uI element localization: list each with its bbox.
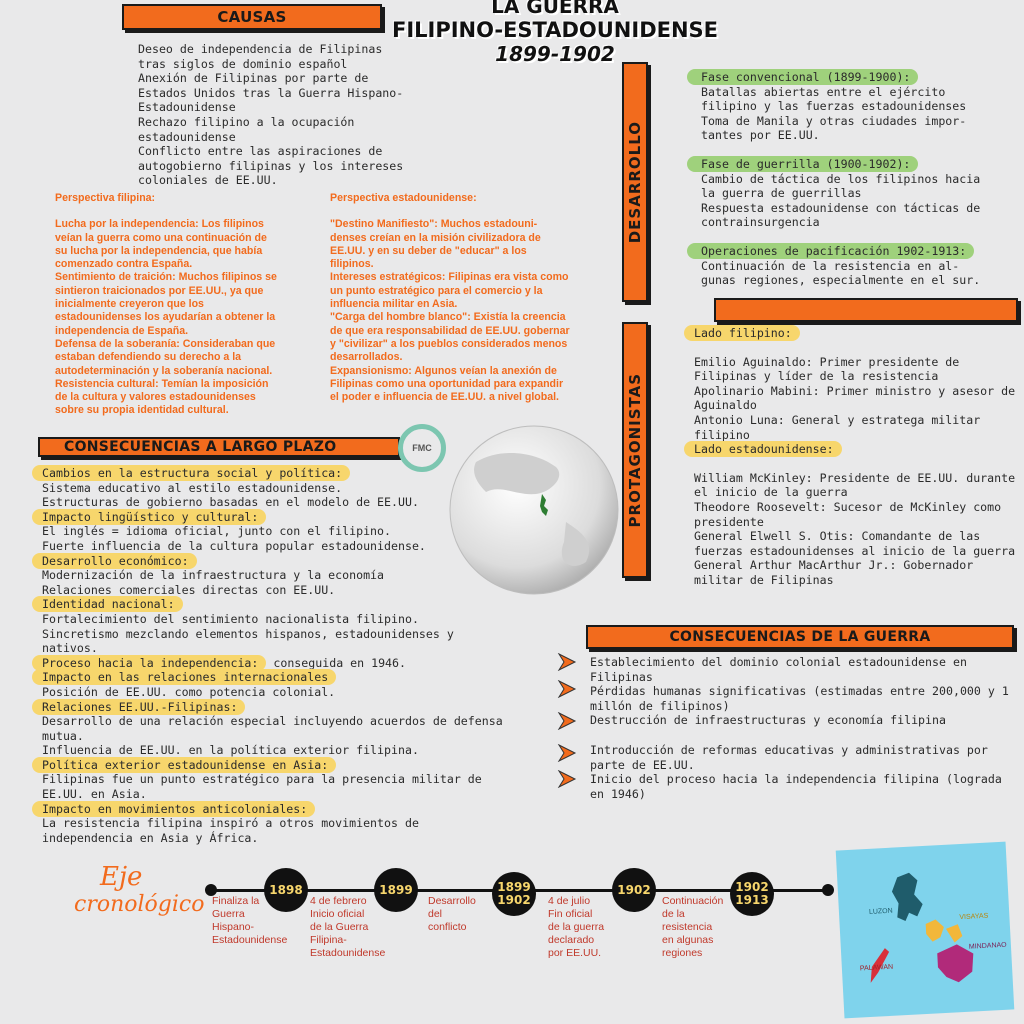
perspectiva-estadounidense — [330, 192, 570, 404]
consecuencia-item — [590, 713, 1010, 728]
phase-title: Fase de guerrilla (1900-1902): — [687, 156, 918, 172]
timeline-text-line: del — [428, 908, 443, 920]
largo-plazo-title: Impacto en las relaciones internacionales — [32, 669, 336, 685]
fmc-logo-text: FMC — [412, 443, 432, 453]
protagonista-line: General Elwell S. Otis: Comandante de las — [694, 529, 981, 544]
timeline-text-line: Hispano- — [212, 921, 255, 933]
title-line-1: LA GUERRA — [491, 0, 619, 18]
persp-line: comenzado contra España. — [55, 258, 193, 271]
protagonista-line: militar de Filipinas — [694, 572, 834, 587]
timeline-node-1902 — [612, 868, 656, 912]
timeline-node-1899-1902 — [492, 872, 536, 916]
title-line-2: FILIPINO-ESTADOUNIDENSE — [391, 18, 719, 42]
persp-line: y "civilizar" a los pueblos considerados menos — [330, 337, 568, 350]
persp-line: un punto estratégico para el comercio y la — [330, 284, 543, 297]
protagonistas-top-bar — [714, 298, 1018, 322]
timeline-text — [428, 895, 498, 934]
arrow-icon — [557, 653, 577, 675]
protagonista-line: fuerzas estadounidenses al inicio de la guerra — [694, 543, 1016, 558]
protagonista-line: Aguinaldo — [694, 398, 757, 413]
persp-line: denses creían en la misión civilizadora de — [330, 231, 541, 244]
persp-line: veían la guerra como una continuación de — [55, 231, 267, 244]
protagonista-line: General Arthur MacArthur Jr.: Gobernador — [694, 558, 974, 573]
causas-line: estadounidense — [138, 129, 236, 144]
largo-plazo-title: Desarrollo económico: — [32, 553, 197, 569]
persp-line: Filipinas como una oportunidad para expandir — [330, 377, 564, 390]
title-line-3: 1899-1902 — [495, 42, 615, 66]
timeline-text-line: de la Guerra — [310, 921, 369, 933]
protagonista-line: filipino — [694, 427, 750, 442]
consecuencia-line: Inicio del proceso hacia la independencia filipina (lograda — [590, 772, 1002, 786]
timeline-label-line1: Eje — [100, 862, 143, 892]
perspectiva-filipina — [55, 192, 305, 418]
consecuencia-item — [590, 684, 1010, 713]
consecuencia-item — [590, 772, 1010, 801]
phase-line: la guerra de guerrillas — [701, 186, 862, 201]
causas-header-label: CAUSAS — [217, 8, 287, 26]
phase-line: tantes por EE.UU. — [701, 128, 820, 143]
persp-line: EE.UU. y en su deber de "educar" a los — [330, 244, 527, 257]
causas-line: tras siglos de dominio español — [138, 56, 348, 71]
protagonista-line: presidente — [694, 514, 764, 529]
timeline-text-line: 4 de julio — [548, 895, 591, 907]
timeline-text-line: Continuación — [662, 895, 724, 907]
largo-plazo-content — [42, 466, 562, 845]
protagonista-line: Emilio Aguinaldo: Primer presidente de — [694, 354, 960, 369]
largo-plazo-line: independencia en Asia y África. — [42, 830, 259, 845]
protagonista-line: Antonio Luna: General y estratega militar — [694, 412, 981, 427]
persp-line: Lucha por la independencia: Los filipinos — [55, 218, 264, 231]
largo-plazo-suffix: conseguida en 1946. — [266, 655, 406, 670]
causas-header — [122, 4, 382, 30]
largo-plazo-title: Política exterior estadounidense en Asia: — [32, 757, 336, 773]
timeline-text — [212, 895, 312, 947]
persp-line: su lucha por la independencia, que había — [55, 244, 263, 257]
lado-estadounidense-title: Lado estadounidense: — [684, 441, 842, 457]
phase-line: Continuación de la resistencia en al- — [701, 258, 960, 273]
causas-line: Conflicto entre las aspiraciones de — [138, 144, 383, 159]
persp-line: independencia de España. — [55, 324, 189, 337]
causas-line: Anexión de Filipinas por parte de — [138, 71, 369, 86]
persp-line: de que era responsabilidad de EE.UU. gobernar — [330, 324, 570, 337]
persp-line: Sentimiento de traición: Muchos filipinos se — [55, 271, 277, 284]
consecuencia-line: Establecimiento del dominio colonial estadounidense en — [590, 655, 967, 669]
causas-line: Estadounidense — [138, 100, 236, 115]
timeline-text-line: de la guerra — [548, 921, 605, 933]
timeline-text — [548, 895, 618, 960]
persp-line: autodeterminación y la soberanía nacional. — [55, 364, 273, 377]
phase-title: Operaciones de pacificación 1902-1913: — [687, 243, 974, 259]
largo-plazo-line: Filipinas fue un punto estratégico para la presencia militar de — [42, 772, 482, 787]
largo-plazo-line: Influencia de EE.UU. en la política exterior filipina. — [42, 743, 419, 758]
consecuencia-line: Filipinas — [590, 669, 653, 684]
arrow-icon — [557, 712, 577, 734]
persp-line: sobre su propia identidad cultural. — [55, 404, 229, 417]
consecuencia-item — [590, 743, 1010, 772]
causas-line: Deseo de independencia de Filipinas — [138, 42, 383, 56]
protagonista-line: el inicio de la guerra — [694, 485, 848, 500]
persp-line: filipinos. — [330, 258, 374, 271]
phase-line: Toma de Manila y otras ciudades impor- — [701, 113, 967, 128]
causas-line: coloniales de EE.UU. — [138, 173, 278, 188]
persp-line: estaban defendiendo su derecho a la — [55, 351, 242, 364]
consecuencia-item — [590, 655, 1010, 684]
largo-plazo-line: Modernización de la infraestructura y la economía — [42, 568, 385, 583]
timeline-text-line: en algunas — [662, 934, 714, 946]
largo-plazo-line: Fuerte influencia de la cultura popular estadounidense. — [42, 538, 426, 553]
phase-line: Cambio de táctica de los filipinos hacia — [701, 171, 981, 186]
fmc-logo — [398, 424, 446, 472]
desarrollo-header — [622, 62, 648, 302]
persp-line: Expansionismo: Algunos veían la anexión de — [330, 364, 557, 377]
timeline-text-line: regiones — [662, 947, 703, 959]
persp-line: estadounidenses los ayudarían a obtener la — [55, 311, 276, 324]
causas-line: autogobierno filipinas y los intereses — [138, 158, 404, 173]
largo-plazo-title: Impacto en movimientos anticoloniales: — [32, 801, 315, 817]
timeline-text-line: Filipina- — [310, 934, 347, 946]
consecuencia-line: parte de EE.UU. — [590, 757, 695, 772]
phase-title: Fase convencional (1899-1900): — [687, 69, 918, 85]
perspectiva-filipina-title: Perspectiva filipina: — [55, 192, 156, 204]
timeline-year: 1902 1913 — [735, 880, 769, 907]
causas-line: Estados Unidos tras la Guerra Hispano- — [138, 85, 404, 100]
persp-line: el poder e influencia de EE.UU. a nivel global. — [330, 391, 559, 404]
persp-line: Resistencia cultural: Temían la imposición — [55, 377, 269, 390]
consecuencias-header — [586, 625, 1014, 649]
largo-plazo-header-label: CONSECUENCIAS A LARGO PLAZO — [64, 439, 337, 455]
largo-plazo-title: Proceso hacia la independencia: — [32, 655, 266, 671]
timeline-year: 1899 — [379, 882, 413, 897]
largo-plazo-line: Fortalecimiento del sentimiento nacionalista filipino. — [42, 611, 419, 626]
persp-line: Defensa de la soberanía: Consideraban que — [55, 337, 276, 350]
timeline-year: 1898 — [269, 882, 303, 897]
largo-plazo-line: El inglés = idioma oficial, junto con el filipino. — [42, 524, 392, 539]
persp-line: inicialmente creyeron que los — [55, 298, 204, 311]
philippines-map — [836, 842, 1015, 1019]
phase-line: gunas regiones, especialmente en el sur. — [701, 273, 981, 288]
timeline-text-line: Fin oficial — [548, 908, 593, 920]
timeline-year: 1902 — [617, 882, 651, 897]
timeline-text-line: Guerra — [212, 908, 245, 920]
largo-plazo-title: Impacto lingüístico y cultural: — [32, 509, 266, 525]
timeline-text-line: por EE.UU. — [548, 947, 602, 959]
protagonistas-header — [622, 322, 648, 578]
timeline-text-line: Estadounidense — [310, 947, 386, 959]
lado-filipino-title: Lado filipino: — [684, 325, 800, 341]
largo-plazo-line: Posición de EE.UU. como potencia colonial. — [42, 684, 336, 699]
largo-plazo-line: Sistema educativo al estilo estadounidense. — [42, 480, 343, 495]
largo-plazo-line: Relaciones comerciales directas con EE.UU. — [42, 582, 336, 597]
desarrollo-content — [701, 70, 1001, 288]
persp-line: sintieron traicionados por EE.UU., ya que — [55, 284, 264, 297]
timeline-text-line: declarado — [548, 934, 595, 946]
largo-plazo-line: EE.UU. en Asia. — [42, 787, 147, 802]
consecuencia-line: Pérdidas humanas significativas (estimadas entre 200,000 y 1 — [590, 684, 1009, 698]
protagonista-line: Filipinas y líder de la resistencia — [694, 369, 939, 384]
largo-plazo-line: Desarrollo de una relación especial incluyendo acuerdos de defensa — [42, 714, 503, 729]
map-label-visayas: VISAYAS — [959, 912, 989, 922]
largo-plazo-line: mutua. — [42, 728, 84, 743]
protagonista-line: Apolinario Mabini: Primer ministro y asesor de — [694, 383, 1016, 398]
timeline-text-line: de la — [662, 908, 685, 920]
phase-line: filipino y las fuerzas estadounidenses — [701, 99, 967, 114]
timeline-text-line: Finaliza la — [212, 895, 260, 907]
timeline-text-line: Estadounidense — [212, 934, 288, 946]
persp-line: "Destino Manifiesto": Muchos estadouni- — [330, 218, 538, 231]
map-label-mindanao: MINDANAO — [968, 941, 1007, 951]
timeline-label — [70, 862, 210, 917]
desarrollo-header-label: DESARROLLO — [626, 120, 644, 244]
persp-line: influencia militar en Asia. — [330, 298, 458, 311]
causas-list — [138, 42, 408, 188]
timeline-label-line2: cronológico — [74, 892, 205, 917]
largo-plazo-line: Estructuras de gobierno basadas en el modelo de EE.UU. — [42, 495, 419, 510]
consecuencia-line: en 1946) — [590, 786, 646, 801]
consecuencia-line: millón de filipinos) — [590, 698, 730, 713]
persp-line: desarrollados. — [330, 351, 403, 364]
timeline-text-line: conflicto — [428, 921, 467, 933]
largo-plazo-line: nativos. — [42, 641, 98, 656]
map-label-palawan: PALAWAN — [859, 963, 894, 973]
protagonistas-content — [694, 326, 1019, 588]
timeline-text-line: 4 de febrero — [310, 895, 367, 907]
phase-line: contrainsurgencia — [701, 215, 820, 230]
largo-plazo-line: La resistencia filipina inspiró a otros movimientos de — [42, 816, 419, 831]
largo-plazo-title: Identidad nacional: — [32, 596, 183, 612]
arrow-icon — [557, 770, 577, 792]
arrow-icon — [557, 680, 577, 702]
timeline-text — [662, 895, 742, 960]
timeline-text-line: resistencia — [662, 921, 713, 933]
largo-plazo-header — [38, 437, 400, 457]
consecuencia-line: Destrucción de infraestructuras y economía filipina — [590, 713, 946, 727]
phase-line: Batallas abiertas entre el ejército — [701, 84, 946, 99]
map-label-luzon: LUZON — [868, 907, 893, 916]
persp-line: de la cultura y valores estadounidenses — [55, 391, 256, 404]
protagonistas-header-label: PROTAGONISTAS — [626, 372, 644, 528]
perspectiva-estadounidense-title: Perspectiva estadounidense: — [330, 192, 477, 204]
persp-line: "Carga del hombre blanco": Existía la creencia — [330, 311, 566, 324]
phase-line: Respuesta estadounidense con tácticas de — [701, 200, 981, 215]
largo-plazo-title: Cambios en la estructura social y política: — [32, 465, 350, 481]
protagonista-line: Theodore Roosevelt: Sucesor de McKinley como — [694, 499, 1002, 514]
consecuencia-line: Introducción de reformas educativas y administrativas por — [590, 743, 988, 757]
causas-line: Rechazo filipino a la ocupación — [138, 114, 355, 129]
timeline-text-line: Desarrollo — [428, 895, 476, 907]
timeline-end-dot — [822, 884, 834, 896]
arrow-icon — [557, 744, 577, 766]
protagonista-line: William McKinley: Presidente de EE.UU. durante — [694, 470, 1016, 485]
persp-line: Intereses estratégicos: Filipinas era vista como — [330, 271, 569, 284]
timeline-year: 1899 1902 — [497, 880, 531, 907]
largo-plazo-title: Relaciones EE.UU.-Filipinas: — [32, 699, 245, 715]
timeline-text-line: Inicio oficial — [310, 908, 365, 920]
page-title — [390, 0, 720, 66]
timeline-text — [310, 895, 410, 960]
consecuencias-header-label: CONSECUENCIAS DE LA GUERRA — [669, 629, 931, 645]
largo-plazo-line: Sincretismo mezclando elementos hispanos, estadounidenses y — [42, 626, 454, 641]
